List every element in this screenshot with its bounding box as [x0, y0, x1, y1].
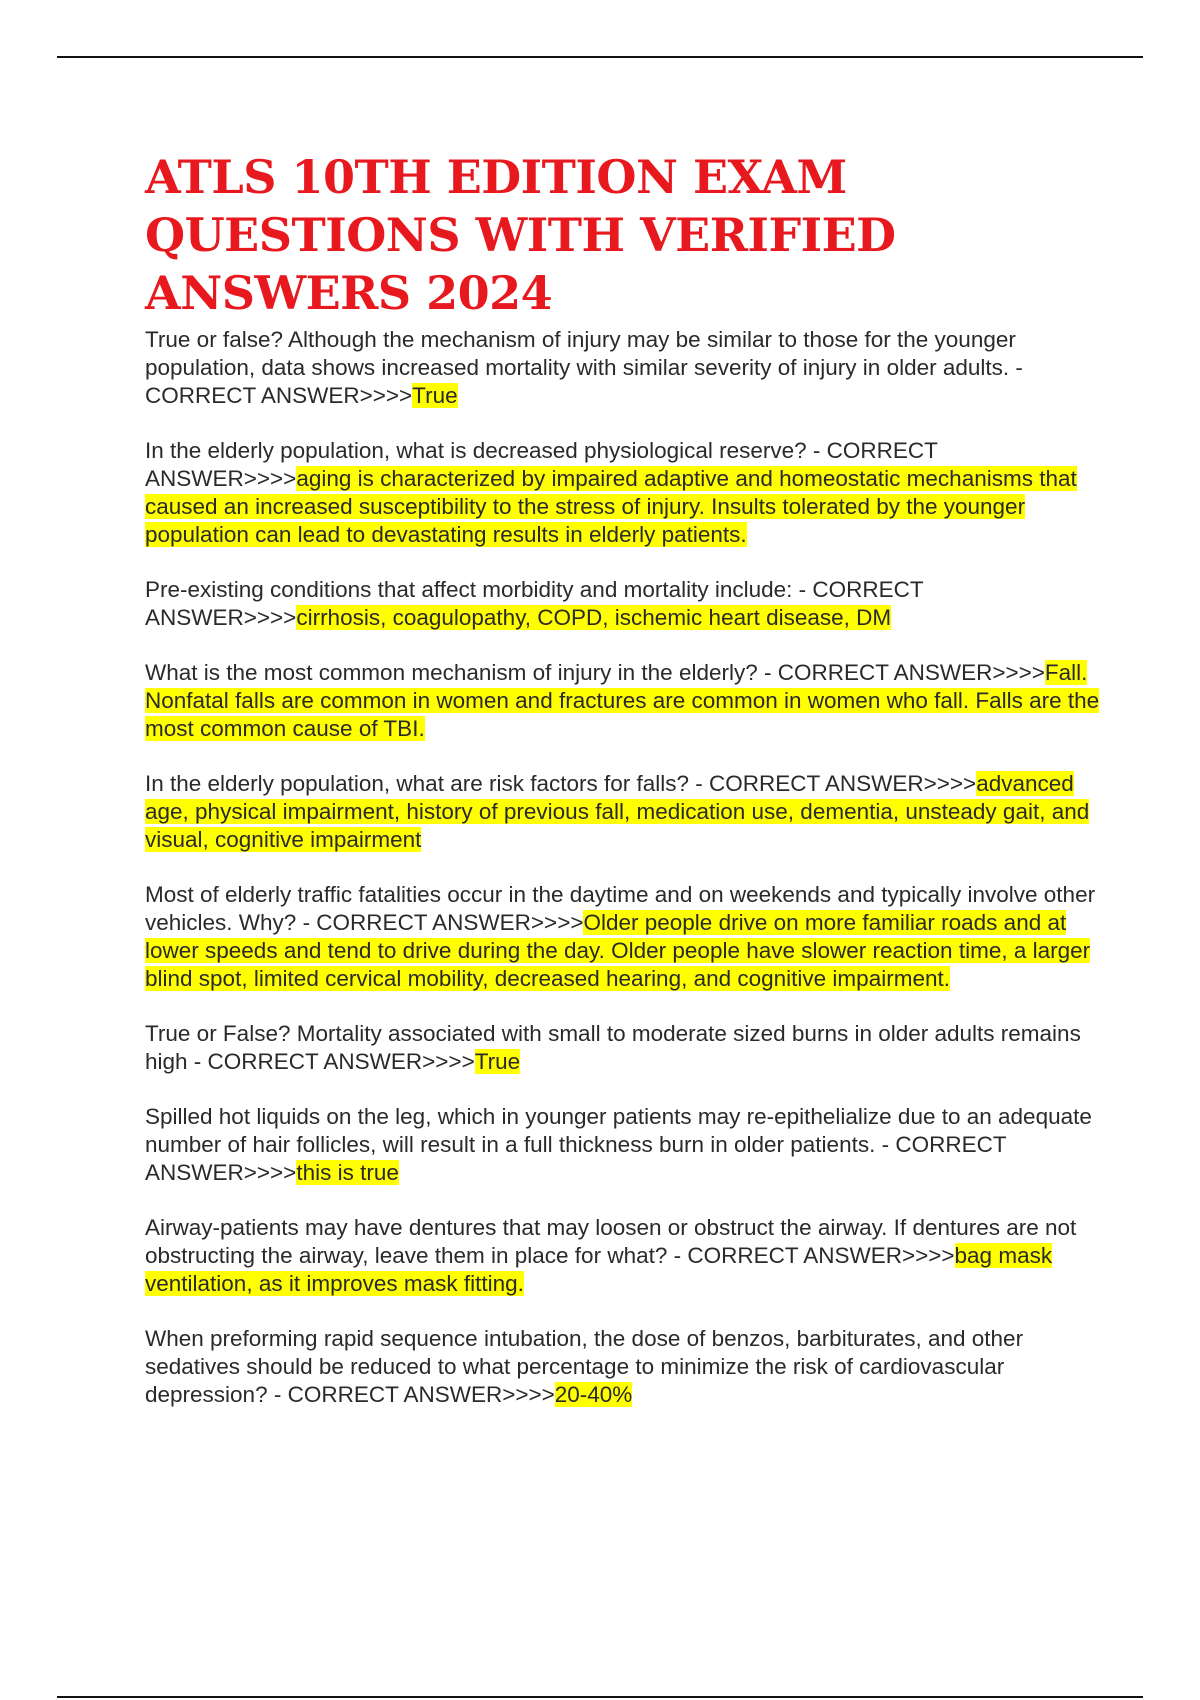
answer-highlight: Older people drive on more familiar roads and at lower speeds and tend to drive during the day. Older people have slower reaction time, a larger blind spot, limited cervical mobility, decreased hearing, and cognitive impairment. — [145, 910, 1091, 991]
qa-item — [145, 576, 1100, 632]
correct-answer-marker: - CORRECT ANSWER>>>> — [187, 1049, 475, 1074]
correct-answer-marker: - CORRECT ANSWER>>>> — [145, 438, 943, 491]
answer-highlight: True — [474, 1049, 521, 1074]
qa-item — [145, 1020, 1100, 1076]
correct-answer-marker: - CORRECT ANSWER>>>> — [267, 1382, 555, 1407]
question-text: True or False? Mortality associated with small to moderate sized burns in older adults remains high — [145, 1021, 1081, 1074]
question-text: When preforming rapid sequence intubation, the dose of benzos, barbiturates, and other sedatives should be reduced to what percentage to minimize the risk of cardiovascular depression? — [145, 1326, 1024, 1407]
question-text: Airway-patients may have dentures that may loosen or obstruct the airway. If dentures are not obstructing the airway, leave them in place for what? — [145, 1215, 1077, 1268]
qa-item — [145, 881, 1100, 993]
correct-answer-marker: - CORRECT ANSWER>>>> — [145, 1132, 1012, 1185]
document-body — [145, 148, 1100, 1436]
correct-answer-marker: - CORRECT ANSWER>>>> — [145, 355, 1030, 408]
answer-highlight: aging is characterized by impaired adaptive and homeostatic mechanisms that caused an increased susceptibility to the stress of injury. Insults tolerated by the younger population can lead to devastating results in elderly patients. — [145, 466, 1077, 547]
question-text: What is the most common mechanism of injury in the elderly? — [145, 660, 758, 685]
question-text: In the elderly population, what is decreased physiological reserve? — [145, 438, 807, 463]
correct-answer-marker: - CORRECT ANSWER>>>> — [667, 1243, 955, 1268]
question-text: True or false? Although the mechanism of injury may be similar to those for the younger population, data shows increased mortality with similar severity of injury in older adults. — [145, 327, 1016, 380]
correct-answer-marker: - CORRECT ANSWER>>>> — [757, 660, 1045, 685]
question-text: Spilled hot liquids on the leg, which in younger patients may re-epithelialize due to an adequate number of hair follicles, will result in a full thickness burn in older patients. — [145, 1104, 1092, 1157]
qa-item — [145, 326, 1100, 410]
question-text: Most of elderly traffic fatalities occur in the daytime and on weekends and typically involve other vehicles. Why? — [145, 882, 1096, 935]
bottom-rule — [57, 1696, 1143, 1698]
correct-answer-marker: - CORRECT ANSWER>>>> — [689, 771, 977, 796]
qa-item — [145, 437, 1100, 549]
question-text: In the elderly population, what are risk factors for falls? — [145, 771, 690, 796]
answer-highlight: this is true — [296, 1160, 399, 1185]
answer-highlight: Fall. Nonfatal falls are common in women and fractures are common in women who fall. Falls are the most common cause of TBI. — [145, 660, 1100, 741]
answer-highlight: advanced age, physical impairment, history of previous fall, medication use, dementia, unsteady gait, and visual, cognitive impairment — [145, 771, 1090, 852]
correct-answer-marker: - CORRECT ANSWER>>>> — [145, 577, 929, 630]
question-text: Pre-existing conditions that affect morbidity and mortality include: — [145, 577, 793, 602]
qa-list — [145, 326, 1100, 1409]
qa-item — [145, 659, 1100, 743]
answer-highlight: bag mask ventilation, as it improves mask fitting. — [145, 1243, 1053, 1296]
qa-item — [145, 770, 1100, 854]
answer-highlight: 20-40% — [554, 1382, 633, 1407]
correct-answer-marker: - CORRECT ANSWER>>>> — [296, 910, 584, 935]
answer-highlight: cirrhosis, coagulopathy, COPD, ischemic heart disease, DM — [296, 605, 892, 630]
answer-highlight: True — [412, 383, 458, 408]
qa-item — [145, 1325, 1100, 1409]
top-rule — [57, 56, 1143, 58]
qa-item — [145, 1214, 1100, 1298]
qa-item — [145, 1103, 1100, 1187]
document-title: ATLS 10TH EDITION EXAM QUESTIONS WITH VERIFIED ANSWERS 2024 — [145, 150, 896, 320]
